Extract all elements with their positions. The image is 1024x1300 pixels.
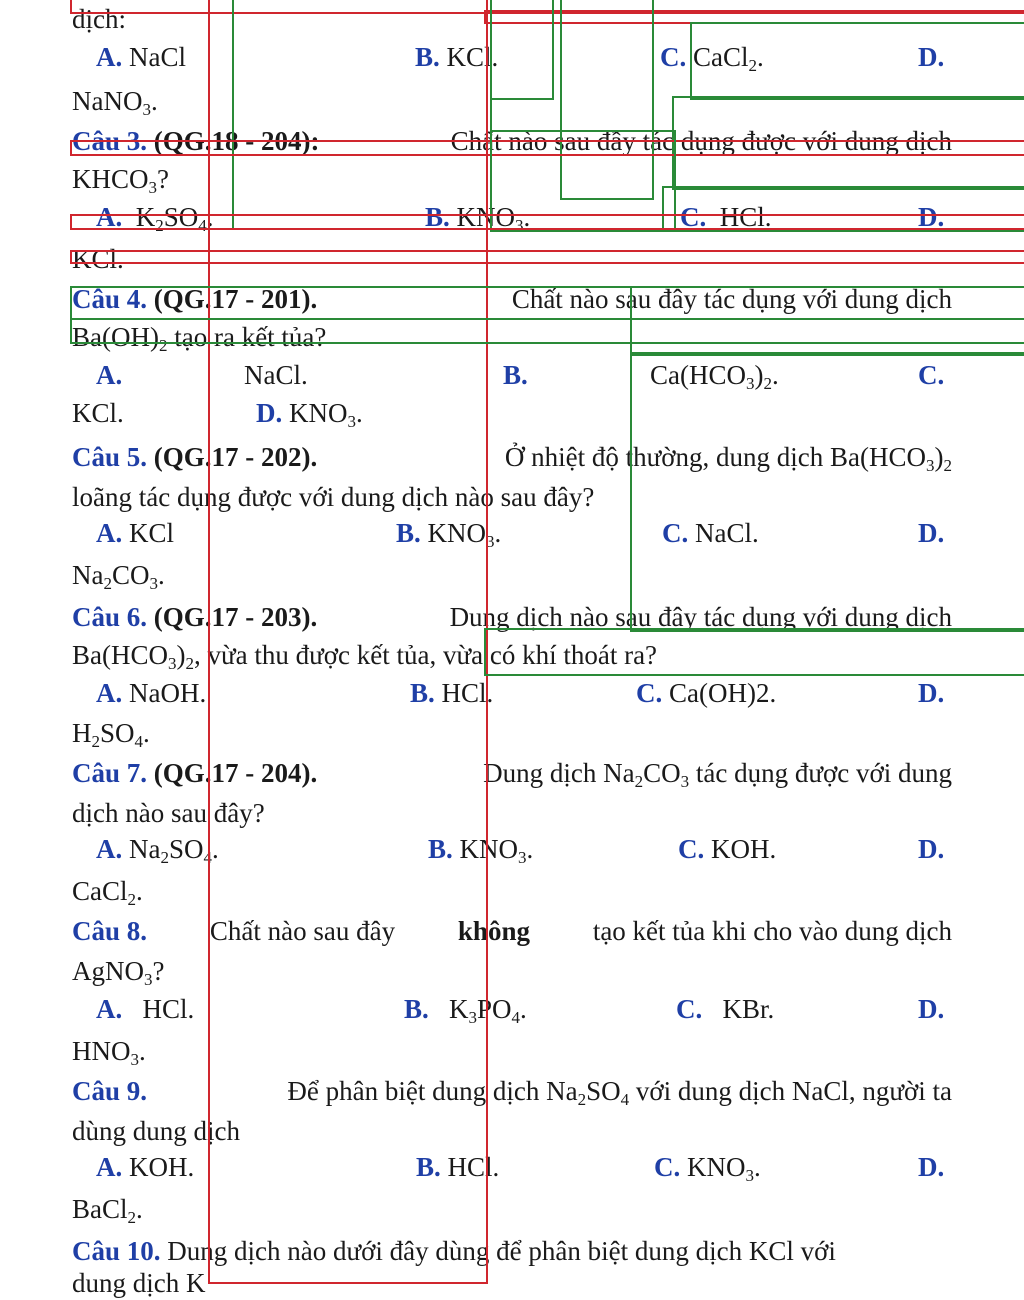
option-b: B. $K_3PO_4$. [404,994,527,1027]
question-10-line2: dung dịch K [72,1268,206,1298]
option-c: C. KOH. [678,834,777,864]
option-d-value: $H_2SO_4$. [72,718,150,751]
option-a: A. KOH. [96,1152,195,1182]
question-3-line2: $KHCO_3$? [72,164,169,197]
option-a: A. [96,360,123,390]
option-b: B. $KNO_3$. [425,202,531,235]
option-a: A. HCl. [96,994,195,1024]
option-a: A. NaCl [96,42,186,72]
option-a: A. $Na_2SO_4$. [96,834,219,867]
question-6-line2: $Ba(HCO_3)_2$, vừa thu được kết tủa, vừa có khí thoát ra? [72,640,658,673]
option-d: D. [918,834,945,864]
option-a: A. NaOH. [96,678,207,708]
option-d-value: $HNO_3$. [72,1036,146,1069]
question-4: Câu 4. (QG.17 - 201). Chất nào sau đây tác dụng với dung dịch [72,284,952,314]
option-b: B. HCl. [416,1152,500,1182]
question-5-line2: loãng tác dụng được với dung dịch nào sau đây? [72,482,595,512]
option-c-value: KCl. [72,398,124,428]
question-8-line2: AgNO$_3$? [72,956,165,989]
question-4-line2: $Ba(OH)_2$ tạo ra kết tủa? [72,322,327,355]
option-c: C. $KNO_3$. [654,1152,761,1185]
option-d-value: CaCl$_2$. [72,876,143,909]
option-d-value: BaCl$_2$. [72,1194,143,1227]
option-b: B. KCl. [415,42,499,72]
option-d: D. [918,1152,945,1182]
option-d-value: $Na_2CO_3$. [72,560,165,593]
option-b: B. HCl. [410,678,494,708]
option-d: D. [918,994,945,1024]
option-c: C. Ca(OH)2. [636,678,777,708]
option-b: B. $KNO_3$. [428,834,534,867]
option-d: D. [918,518,945,548]
option-b: B. [503,360,528,390]
option-d: D. $KNO_3$. [256,398,363,431]
question-9-line2: dùng dung dịch [72,1116,240,1146]
question-7-line2: dịch nào sau đây? [72,798,265,828]
question-3: Câu 3. (QG.18 - 204): Chất nào sau đầy tác dụng được với dung dịch [72,126,952,156]
option-d-value: NaNO$_3$. [72,86,158,119]
question-8: Câu 8. Chất nào sau đây không tạo kết tủa khi cho vào dung dịch [72,916,952,946]
option-d: D. [918,42,945,72]
option-c: C. KBr. [676,994,775,1024]
option-a: A. KCl [96,518,175,548]
text-line: dịch: [72,4,126,34]
option-d-value: KCl. [72,244,124,274]
option-a-value: NaCl. [244,360,308,390]
option-b-value: $Ca(HCO_3)_2$. [650,360,779,393]
question-10: Câu 10. Dung dịch nào dưới đây dùng để phân biệt dung dịch KCl với [72,1236,836,1266]
question-7: Câu 7. (QG.17 - 204). Dung dịch $Na_2CO_3$ tác dụng được với dung [72,758,952,791]
option-d: D. [918,202,945,232]
option-c: C. [918,360,945,390]
question-6: Câu 6. (QG.17 - 203). Dung dịch nào sau đây tác dụng với dung dịch [72,602,952,632]
option-a: A. $K_2SO_4$. [96,202,214,235]
option-c: C. HCl. [680,202,772,232]
option-d: D. [918,678,945,708]
option-c: C. NaCl. [662,518,759,548]
option-b: B. $KNO_3$. [396,518,502,551]
option-c: C. CaCl$_2$. [660,42,764,75]
question-9: Câu 9. Để phân biệt dung dịch $Na_2SO_4$ với dung dịch NaCl, người ta [72,1076,952,1109]
question-5: Câu 5. (QG.17 - 202). Ở nhiệt độ thường, dung dịch $Ba(HCO_3)_2$ [72,442,952,475]
